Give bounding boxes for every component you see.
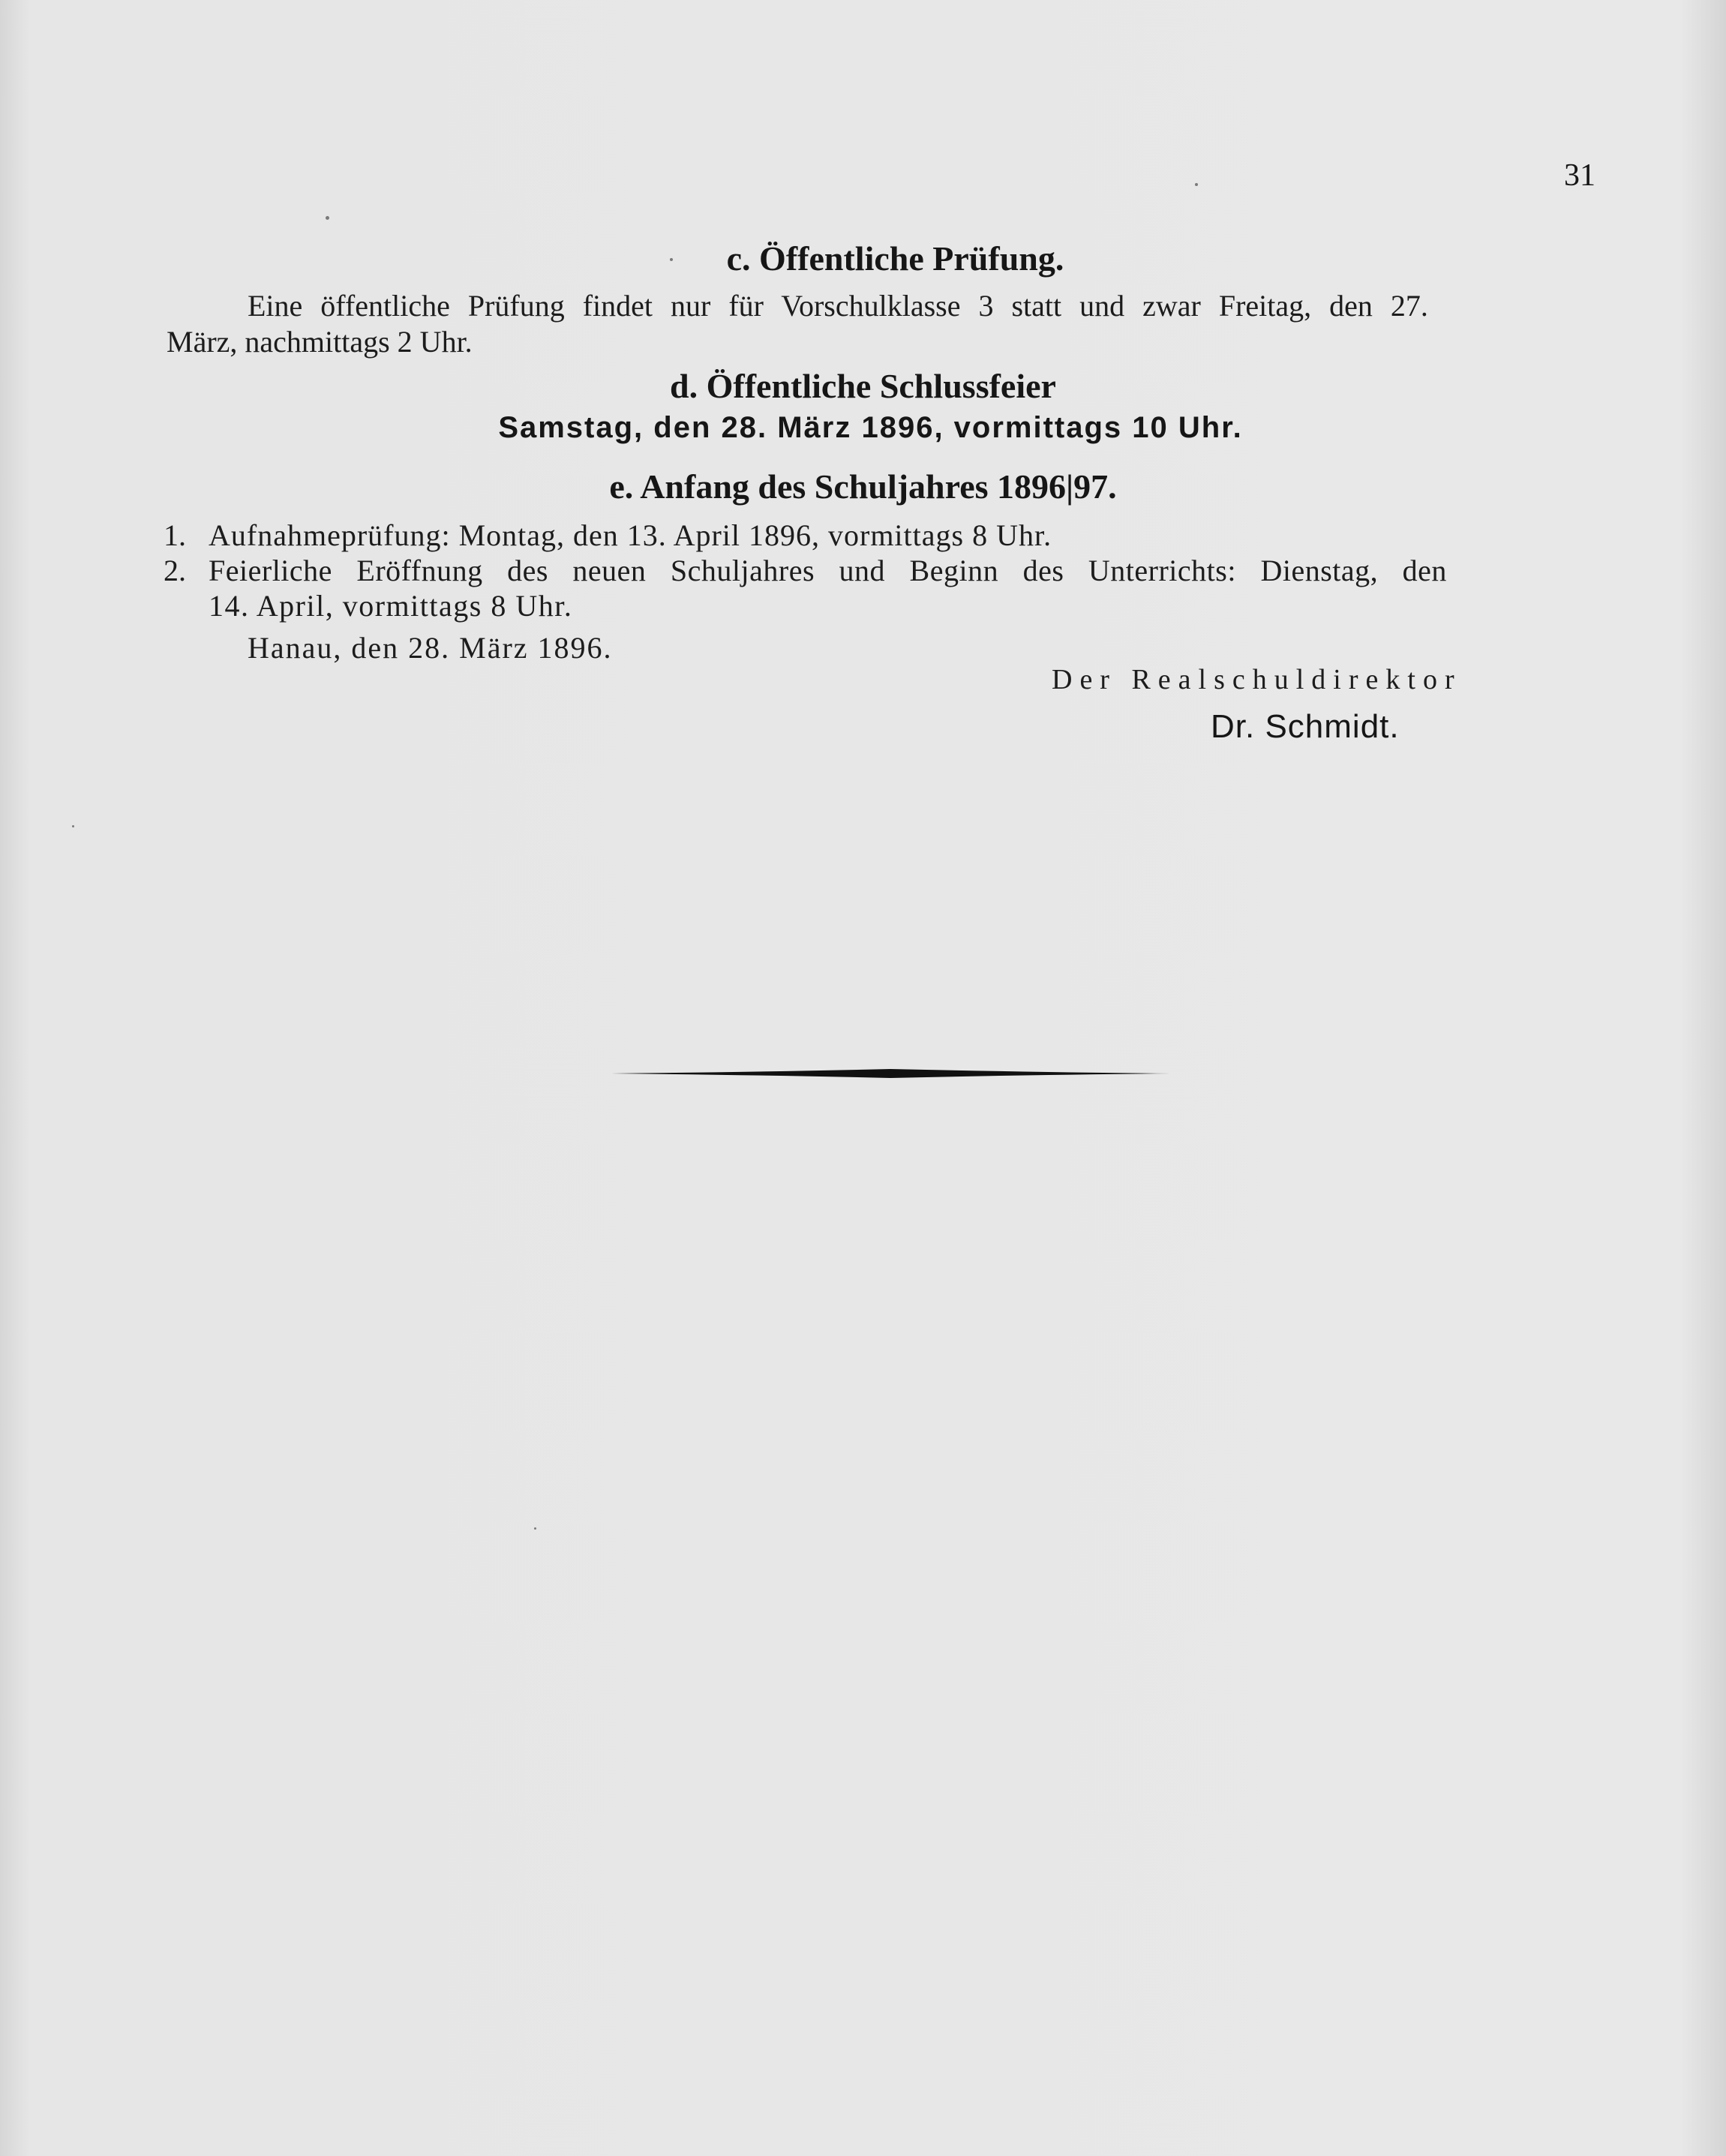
list-item-number: 2. bbox=[164, 554, 186, 587]
signer-title: Der Realschuldirektor bbox=[1052, 664, 1462, 695]
signer-name: Dr. Schmidt. bbox=[1211, 708, 1400, 745]
section-d-heading: d. Öffentliche Schlussfeier bbox=[670, 367, 1056, 405]
print-speck bbox=[534, 1527, 536, 1530]
list-item-number: 1. bbox=[164, 518, 186, 552]
print-speck bbox=[72, 825, 74, 827]
section-c-paragraph-line-1: Eine öffentliche Prüfung findet nur für Vorschulklasse 3 statt und zwar Freitag, den 27. bbox=[248, 289, 1428, 323]
page-number: 31 bbox=[1564, 158, 1595, 193]
print-speck bbox=[326, 216, 329, 220]
print-speck bbox=[670, 258, 673, 261]
section-c-heading: c. Öffentliche Prüfung. bbox=[726, 239, 1064, 278]
end-rule-divider bbox=[611, 1065, 1170, 1082]
section-c-paragraph-line-2: März, nachmittags 2 Uhr. bbox=[167, 325, 473, 359]
section-e-heading: e. Anfang des Schuljahres 1896|97. bbox=[609, 467, 1117, 506]
print-speck bbox=[1195, 183, 1198, 186]
section-d-date-line: Samstag, den 28. März 1896, vormittags 10 Uhr. bbox=[498, 411, 1243, 444]
list-item-text: Feierliche Eröffnung des neuen Schuljahres und Beginn des Unterrichts: Dienstag, den bbox=[209, 554, 1447, 587]
place-and-date: Hanau, den 28. März 1896. bbox=[248, 631, 613, 665]
list-item-continuation: 14. April, vormittags 8 Uhr. bbox=[209, 589, 573, 623]
list-item-text: Aufnahmeprüfung: Montag, den 13. April 1896, vormittags 8 Uhr. bbox=[209, 518, 1052, 552]
